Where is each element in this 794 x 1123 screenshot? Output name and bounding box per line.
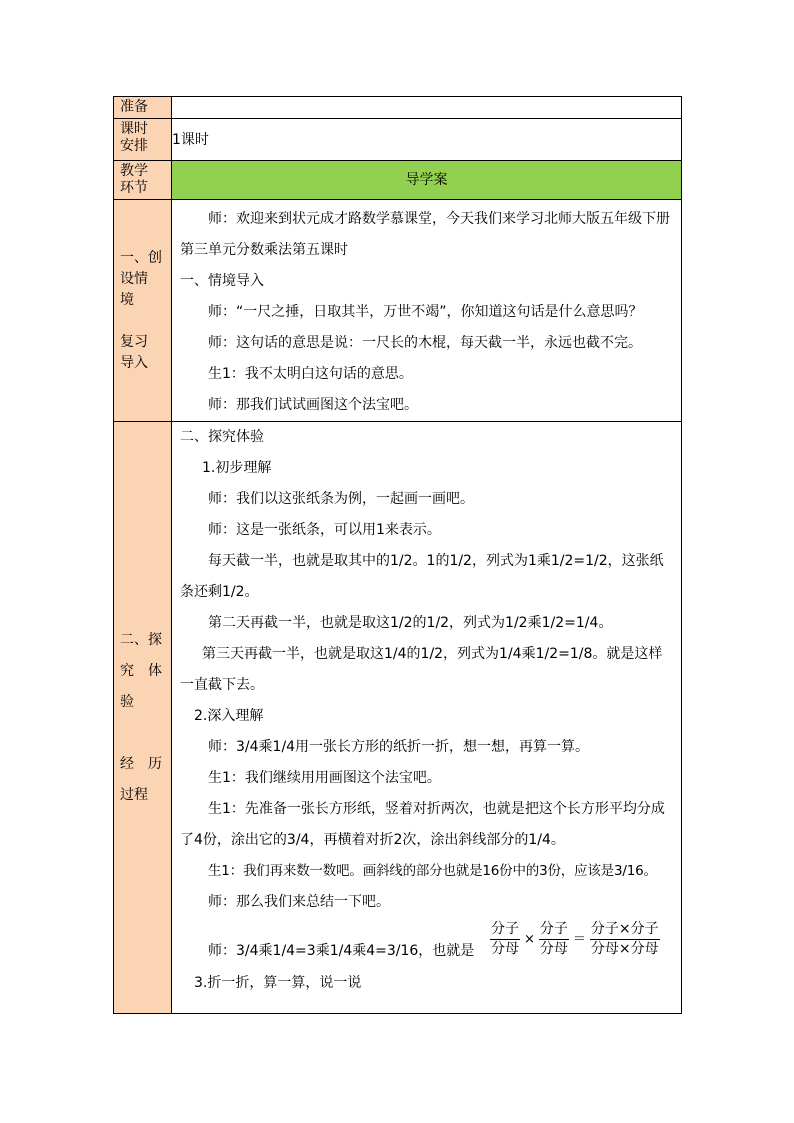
fraction-rule [490,920,660,959]
paragraph: 生1：我不太明白这句话的意思。 [208,366,413,382]
intro-paragraph: 师：欢迎来到状元成才路数学慕课堂，今天我们来学习北师大版五年级下册第三单元分数乘法第五课时 [180,211,670,258]
paragraph: 生1：先准备一张长方形纸，竖着对折两次，也就是把这个长方形平均分成了4份，涂出它的3/4，再横着对折2次，涂出斜线部分的1/4。 [180,801,665,848]
stage-label: 教学 环节 [114,161,172,200]
section1-row [114,200,682,422]
paragraph: 师：这是一张纸条，可以用1来表示。 [208,522,441,538]
fraction-1: $\frac{\text{分子}}{\text{分母}}$ [491,921,519,957]
section2-row [114,422,682,1014]
paragraph: 师：那我们试试画图这个法宝吧。 [208,397,418,413]
stage-row [114,161,682,200]
fraction-3: $\frac{\text{分子×分子}}{\text{分母×分母}}$ [590,921,659,957]
prep-label: 准备 [114,97,172,119]
paragraph: 生1：我们再来数一数吧。画斜线的部分也就是16份中的3份，应该是3/16。 [208,863,657,879]
schedule-row [114,119,682,161]
schedule-label: 课时 安排 [114,119,172,161]
section1-content [172,200,682,422]
paragraph: 第三天再截一半，也就是取这1/4的1/2，列式为1/4乘1/2=1/8。就是这样一直截下去。 [180,646,663,693]
times-sign: × [524,931,535,947]
prep-content [172,97,682,119]
prep-row [114,97,682,119]
paragraph: 师：我们以这张纸条为例，一起画一画吧。 [208,491,474,507]
section1-label: 一、创 设情 境 复习 导入 [114,200,172,422]
formula-line [180,918,675,968]
paragraph: 师：那么我们来总结一下吧。 [208,894,390,910]
paragraph: 师：3/4乘1/4用一张长方形的纸折一折，想一想，再算一算。 [208,739,590,755]
paragraph: 师：“一尺之捶，日取其半，万世不竭”，你知道这句话是什么意思吗？ [208,304,643,320]
lesson-plan-table [113,96,682,1014]
heading-situation: 一、情境导入 [180,273,264,289]
paragraph: 每天截一半，也就是取其中的1/2。1的1/2，列式为1乘1/2=1/2，这张纸条还剩1/2。 [180,553,664,600]
section2-label: 二、探 究 体 验 经 历 过程 [114,422,172,1014]
paragraph: 第二天再截一半，也就是取这1/2的1/2，列式为1/2乘1/2=1/4。 [208,615,613,631]
subheading-fold: 3.折一折，算一算，说一说 [194,975,362,991]
formula-text: 师：3/4乘1/4=3乘1/4乘4=3/16，也就是 [208,943,475,959]
section2-content [172,422,682,1014]
stage-title: 导学案 [172,161,682,200]
paragraph: 生1：我们继续用用画图这个法宝吧。 [208,770,441,786]
equals-sign: ＝ [572,931,586,947]
subheading-deep: 2.深入理解 [194,708,264,724]
fraction-2: $\frac{\text{分子}}{\text{分母}}$ [539,921,568,957]
heading-explore: 二、探究体验 [180,429,264,445]
subheading-initial: 1.初步理解 [202,460,272,476]
schedule-content: 1课时 [172,119,682,161]
paragraph: 师：这句话的意思是说：一尺长的木棍，每天截一半，永远也截不完。 [208,335,642,351]
